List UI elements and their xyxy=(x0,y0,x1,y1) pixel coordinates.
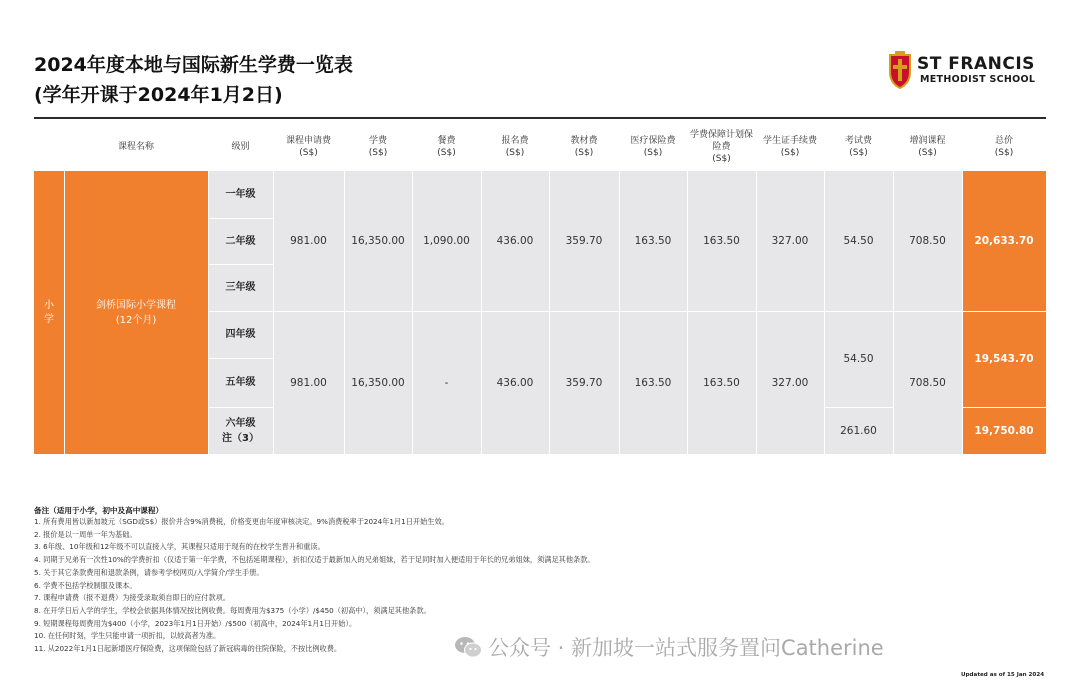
g2-tuition: 16,350.00 xyxy=(344,311,412,454)
grid-line xyxy=(208,358,273,359)
grid-line xyxy=(208,264,273,265)
g2-exam-grade45: 54.50 xyxy=(824,311,893,407)
g2-medical: 163.50 xyxy=(619,311,687,454)
g1-enrichment: 708.50 xyxy=(893,171,962,311)
g1-medical: 163.50 xyxy=(619,171,687,311)
watermark xyxy=(454,632,884,662)
header-student-pass: 学生证手续费 (S$) xyxy=(762,136,817,158)
g2-exam-grade6: 261.60 xyxy=(824,407,893,454)
g2-registration: 436.00 xyxy=(481,311,549,454)
header-tuition: 学费 (S$) xyxy=(368,136,388,158)
note-item: 7. 课程申请费（报不退费）为接受录取须自即日的应付款项。 xyxy=(34,593,231,603)
table-header-row xyxy=(34,123,1046,171)
header-enrichment: 增润课程 (S$) xyxy=(909,136,946,158)
level-grade6: 六年级 注（3） xyxy=(208,407,273,454)
header-total: 总价 (S$) xyxy=(994,136,1014,158)
grid-line xyxy=(64,171,65,454)
note-item: 6. 学费不包括学校制服及课本。 xyxy=(34,580,137,590)
wechat-icon xyxy=(454,636,482,658)
grid-line xyxy=(344,171,345,454)
level-grade4: 四年级 xyxy=(208,311,273,358)
g2-student-pass: 327.00 xyxy=(756,311,824,454)
course-name-cell: 剑桥国际小学课程 (12个月) xyxy=(64,171,208,454)
note-item: 10. 在任何时刻，学生只能申请一项折扣，以较高者为准。 xyxy=(34,631,221,641)
g2-fee-protection: 163.50 xyxy=(687,311,756,454)
g1-student-pass: 327.00 xyxy=(756,171,824,311)
watermark-text: 公众号 · 新加坡一站式服务置问Catherine xyxy=(488,636,884,660)
updated-date: Updated as of 15 Jan 2024 xyxy=(961,672,1045,678)
grid-line xyxy=(412,171,413,454)
grid-line xyxy=(962,407,1046,408)
grid-line xyxy=(619,171,620,454)
school-name-line1: ST FRANCIS xyxy=(917,54,1035,74)
note-item: 11. 从2022年1月1日起新增医疗保险费，这项保险包括了新冠病毒的住院保险，不按比例收费。 xyxy=(34,644,342,654)
grid-line xyxy=(208,171,209,454)
g1-materials: 359.70 xyxy=(549,171,619,311)
grid-line xyxy=(893,171,894,454)
g2-total-grade6: 19,750.80 xyxy=(962,407,1046,454)
note-item: 1. 所有费用皆以新加坡元（SGD或S$）报价并含9%消费税，价格变更由年度审核决定。9%消费税率于2024年1月1日开始生效。 xyxy=(34,517,449,526)
school-logo xyxy=(887,50,1037,94)
grid-line xyxy=(549,171,550,454)
level-grade3: 三年级 xyxy=(208,264,273,311)
page-subtitle: (学年开课于2024年1月2日) xyxy=(34,84,283,106)
note-item: 2. 报价是以一周单一年为基础。 xyxy=(34,529,137,539)
g2-total-grade45: 19,543.70 xyxy=(962,311,1046,407)
g1-total: 20,633.70 xyxy=(962,171,1046,311)
note-item: 3. 6年级、10年级和12年级不可以直接入学，其课程只适用于现有的在校学生晋升和重读。 xyxy=(34,542,325,552)
g2-materials: 359.70 xyxy=(549,311,619,454)
note-item: 4. 同期于兄弟有一次性10%的学费折扣（仅适于第一年学费，不包括延期课程），折扣仅适于最新加入的兄弟姐妹，若于足同时加入便适用于年长的兄弟姐妹，须满足其他条款。 xyxy=(34,555,595,565)
category-cell: 小 学 xyxy=(34,171,64,454)
grid-line xyxy=(208,311,1046,312)
header-course-name: 课程名称 xyxy=(117,142,154,152)
header-meal: 餐费 (S$) xyxy=(437,136,456,158)
level-grade1: 一年级 xyxy=(208,171,273,218)
page-title: 2024年度本地与国际新生学费一览表 xyxy=(34,54,353,76)
school-name-line2: METHODIST SCHOOL xyxy=(920,74,1036,85)
title-rule xyxy=(34,117,1046,119)
grid-line xyxy=(756,171,757,454)
school-crest-icon xyxy=(887,50,913,90)
level-grade2: 二年级 xyxy=(208,218,273,264)
grid-line xyxy=(273,171,274,454)
grid-line xyxy=(824,407,893,408)
g2-enrichment: 708.50 xyxy=(893,311,962,454)
grid-line xyxy=(208,407,273,408)
header-medical: 医疗保险费 (S$) xyxy=(630,136,676,158)
header-fee-protection: 学费保障计划保 险费 (S$) xyxy=(689,130,753,164)
grid-line xyxy=(208,218,273,219)
g1-exam: 54.50 xyxy=(824,171,893,311)
g1-fee-protection: 163.50 xyxy=(687,171,756,311)
header-registration: 报名费 (S$) xyxy=(501,136,529,158)
note-item: 8. 在开学日后入学的学生，学校会依据具体情况按比例收费。每周费用为$375（小学）/$450（初高中），须满足其他条款。 xyxy=(34,605,431,615)
note-item: 9. 短期课程每周费用为$400（小学，2023年1月1日开始）/$500（初高中，2024年1月1日开始）。 xyxy=(34,618,357,628)
g1-tuition: 16,350.00 xyxy=(344,171,412,311)
header-application-fee: 课程申请费 (S$) xyxy=(285,136,331,158)
grid-line xyxy=(687,171,688,454)
title-block xyxy=(34,50,353,110)
header-level: 级别 xyxy=(231,142,250,152)
grid-line xyxy=(481,171,482,454)
grid-line xyxy=(962,171,963,454)
level-grade5: 五年级 xyxy=(208,358,273,407)
note-item: 5. 关于其它条款费用和退款条例，请参考学校网页/入学简介/学生手册。 xyxy=(34,567,264,577)
g1-registration: 436.00 xyxy=(481,171,549,311)
g2-application-fee: 981.00 xyxy=(273,311,344,454)
g1-meal: 1,090.00 xyxy=(412,171,481,311)
header-materials: 教材费 (S$) xyxy=(570,136,598,158)
notes-title: 备注（适用于小学，初中及高中课程） xyxy=(34,506,164,515)
grid-line xyxy=(824,171,825,454)
g1-application-fee: 981.00 xyxy=(273,171,344,311)
g2-meal: - xyxy=(412,311,481,454)
header-exam: 考试费 (S$) xyxy=(844,136,872,158)
